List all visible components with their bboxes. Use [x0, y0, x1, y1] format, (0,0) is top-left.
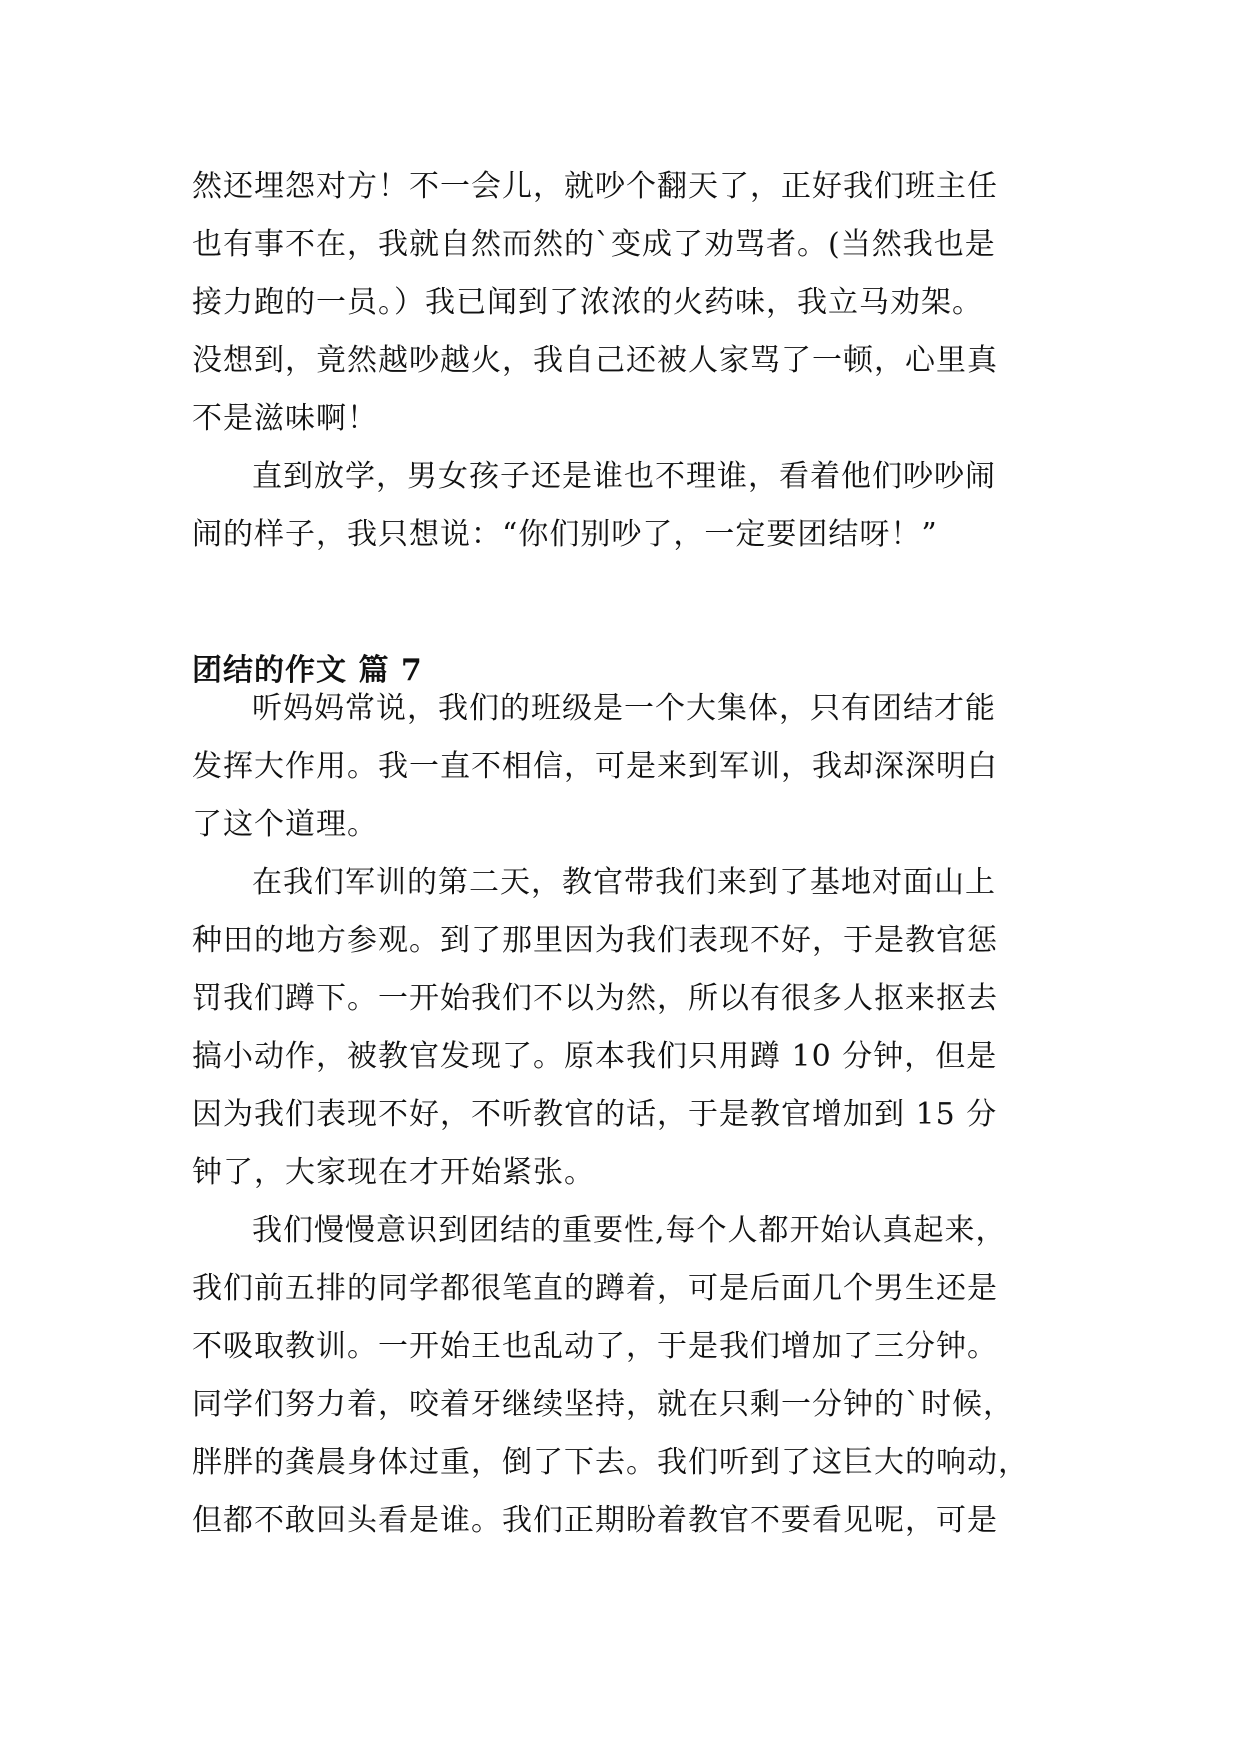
paragraph-first-line: 在我们军训的第二天，教官带我们来到了基地对面山上 — [252, 865, 996, 900]
body-line: 没想到，竟然越吵越火，我自己还被人家骂了一顿，心里真 — [192, 343, 998, 378]
body-line: 种田的地方参观。到了那里因为我们表现不好，于是教官惩 — [192, 923, 998, 958]
paragraph-first-line: 我们慢慢意识到团结的重要性,每个人都开始认真起来， — [252, 1213, 1007, 1248]
body-line: 同学们努力着，咬着牙继续坚持，就在只剩一分钟的`时候， — [192, 1387, 1014, 1422]
body-line: 罚我们蹲下。一开始我们不以为然，所以有很多人抠来抠去 — [192, 981, 998, 1016]
body-line: 也有事不在，我就自然而然的`变成了劝骂者。(当然我也是 — [192, 227, 996, 262]
body-line: 我们前五排的同学都很笔直的蹲着，可是后面几个男生还是 — [192, 1271, 998, 1306]
body-line: 钟了，大家现在才开始紧张。 — [192, 1155, 595, 1190]
body-line: 不吸取教训。一开始王也乱动了，于是我们增加了三分钟。 — [192, 1329, 998, 1364]
body-line: 发挥大作用。我一直不相信，可是来到军训，我却深深明白 — [192, 749, 998, 784]
body-line: 不是滋味啊！ — [192, 401, 378, 436]
paragraph-first-line: 直到放学，男女孩子还是谁也不理谁，看着他们吵吵闹 — [252, 459, 996, 494]
essay-text-after-title — [192, 680, 1056, 1550]
body-line: 了这个道理。 — [192, 807, 378, 842]
body-line: 接力跑的一员。）我已闻到了浓浓的火药味，我立马劝架。 — [192, 285, 983, 320]
paragraph-first-line: 听妈妈常说，我们的班级是一个大集体，只有团结才能 — [252, 691, 996, 726]
body-line: 但都不敢回头看是谁。我们正期盼着教官不要看见呢，可是 — [192, 1503, 998, 1538]
body-line: 闹的样子，我只想说：“你们别吵了，一定要团结呀！” — [192, 517, 938, 552]
body-line: 因为我们表现不好，不听教官的话，于是教官增加到 15 分 — [192, 1097, 998, 1132]
body-line: 然还埋怨对方！不一会儿，就吵个翻天了，正好我们班主任 — [192, 169, 998, 204]
section-title: 团结的作文 篇 7 — [192, 653, 423, 689]
body-line: 胖胖的龚晨身体过重，倒了下去。我们听到了这巨大的响动， — [192, 1445, 1029, 1480]
body-line: 搞小动作，被教官发现了。原本我们只用蹲 10 分钟，但是 — [192, 1039, 998, 1074]
essay-text-before-title — [192, 158, 1056, 564]
